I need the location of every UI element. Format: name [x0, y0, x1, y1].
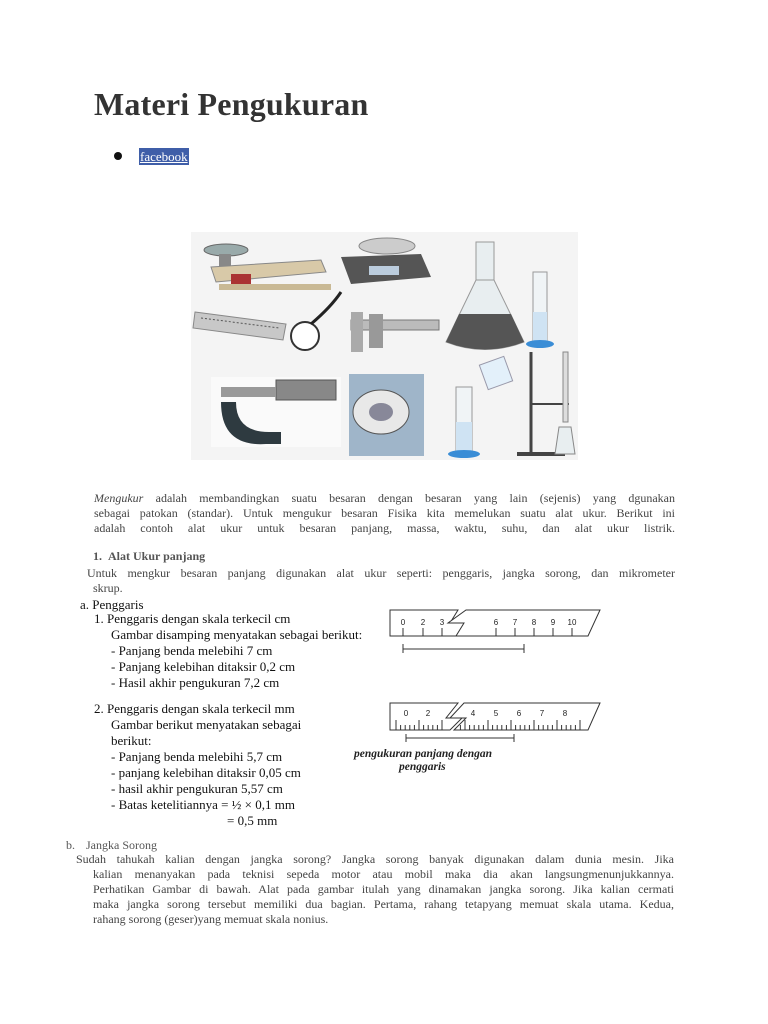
ruler2-label: 8 — [562, 709, 568, 718]
penggaris-item-1-heading: 1. Penggaris dengan skala terkecil cm — [94, 611, 291, 626]
section-1-number: 1. — [93, 549, 102, 563]
ruler2-label: 6 — [516, 709, 522, 718]
instruments-collage — [191, 232, 578, 460]
page-title: Materi Pengukuran — [94, 86, 369, 122]
ruler-caption-line-1: pengukuran panjang dengan — [354, 748, 493, 760]
jangka-line: Perhatikan Gambar di bawah. Alat pada gambar itulah yang dinamakan jangka sorong. Jika kalian cermati — [93, 882, 674, 896]
item-2-line: - Batas ketelitiannya = ½ × 0,1 mm — [111, 797, 295, 812]
item-2-line: - panjang kelebihan ditaksir 0,05 cm — [111, 765, 301, 780]
ruler2-label: 2 — [425, 709, 431, 718]
jangka-line: kalian menanyakan pada teknisi sepeda motor atau mobil maka dia akan langsungmenunjukkannya. — [93, 867, 674, 881]
intro-paragraph — [94, 491, 675, 536]
penggaris-item-1-lines — [111, 627, 362, 691]
intro-line-1 — [94, 491, 675, 506]
ruler-caption-line-2: penggaris — [399, 761, 446, 773]
jangka-line: rahang sorong (geser)yang memuat skala nonius. — [93, 912, 329, 926]
ruler2-label: 7 — [539, 709, 545, 718]
ruler1-label: 2 — [420, 618, 426, 627]
jangka-paragraph — [76, 852, 674, 927]
section-1-paragraph — [87, 566, 675, 596]
ruler1-label: 6 — [493, 618, 499, 627]
facebook-link[interactable]: facebook — [140, 149, 188, 164]
item-2-line: - hasil akhir pengukuran 5,57 cm — [111, 781, 283, 796]
ruler2-label: 0 — [403, 709, 409, 718]
item-2-line: berikut: — [111, 733, 152, 748]
ruler1-label: 7 — [512, 618, 518, 627]
penggaris-item-2-lines — [111, 717, 301, 829]
measuring-instruments-image — [191, 232, 578, 460]
ruler2-label: 5 — [493, 709, 499, 718]
jangka-line: maka jangka sorong tersebut memiliki dua bagian. Pertama, rahang tetapyang memuat skala utama. Kedua, — [93, 897, 674, 911]
intro-italic-word: Mengukur — [94, 491, 144, 505]
section-1-heading — [93, 549, 205, 564]
item-1-line: - Panjang kelebihan ditaksir 0,2 cm — [111, 659, 296, 674]
micrometer-icon — [211, 377, 341, 447]
jangka-heading: Jangka Sorong — [86, 838, 157, 852]
intro-line-2: sebagai patokan (standar). Untuk mengukur besaran Fisika kita memelukan suatu alat ukur. Berikut ini — [94, 506, 675, 520]
ruler-mm-diagram — [388, 700, 603, 744]
ruler2-label: 4 — [470, 709, 476, 718]
tape-measure-icon — [349, 374, 424, 456]
section-1-line-1: Untuk mengkur besaran panjang digunakan alat ukur seperti: penggaris, jangka sorong, dan mikrometer — [87, 566, 675, 580]
jangka-label: b. — [66, 838, 75, 852]
ruler1-label: 3 — [439, 618, 445, 627]
item-2-line: - Panjang benda melebihi 5,7 cm — [111, 749, 283, 764]
intro-line-3: adalah contoh alat ukur untuk besaran panjang, massa, waktu, suhu, dan alat ukur listrik. — [94, 521, 675, 535]
bullet-dot — [114, 152, 122, 160]
intro-line-1-text: adalah membandingkan suatu besaran dengan besaran yang lain (sejenis) yang dgunakan — [155, 491, 676, 505]
ruler1-label: 8 — [531, 618, 537, 627]
item-1-line: - Hasil akhir pengukuran 7,2 cm — [111, 675, 280, 690]
jangka-line: Sudah tahukah kalian dengan jangka sorong? Jangka sorong banyak digunakan dalam dunia mesin. Jika — [76, 852, 674, 866]
item-2-line: = 0,5 mm — [227, 813, 278, 828]
ruler-cm-diagram — [388, 606, 603, 658]
section-1-line-2: skrup. — [93, 581, 123, 595]
penggaris-label: a. Penggaris — [80, 597, 144, 612]
ruler1-label: 9 — [550, 618, 556, 627]
section-1-title: Alat Ukur panjang — [108, 549, 206, 563]
item-1-line: - Panjang benda melebihi 7 cm — [111, 643, 273, 658]
ruler1-label: 0 — [400, 618, 406, 627]
penggaris-item-2-heading: 2. Penggaris dengan skala terkecil mm — [94, 701, 295, 716]
item-2-line: Gambar berikut menyatakan sebagai — [111, 717, 302, 732]
ruler1-label: 10 — [567, 618, 577, 627]
item-1-line: Gambar disamping menyatakan sebagai berikut: — [111, 627, 363, 642]
